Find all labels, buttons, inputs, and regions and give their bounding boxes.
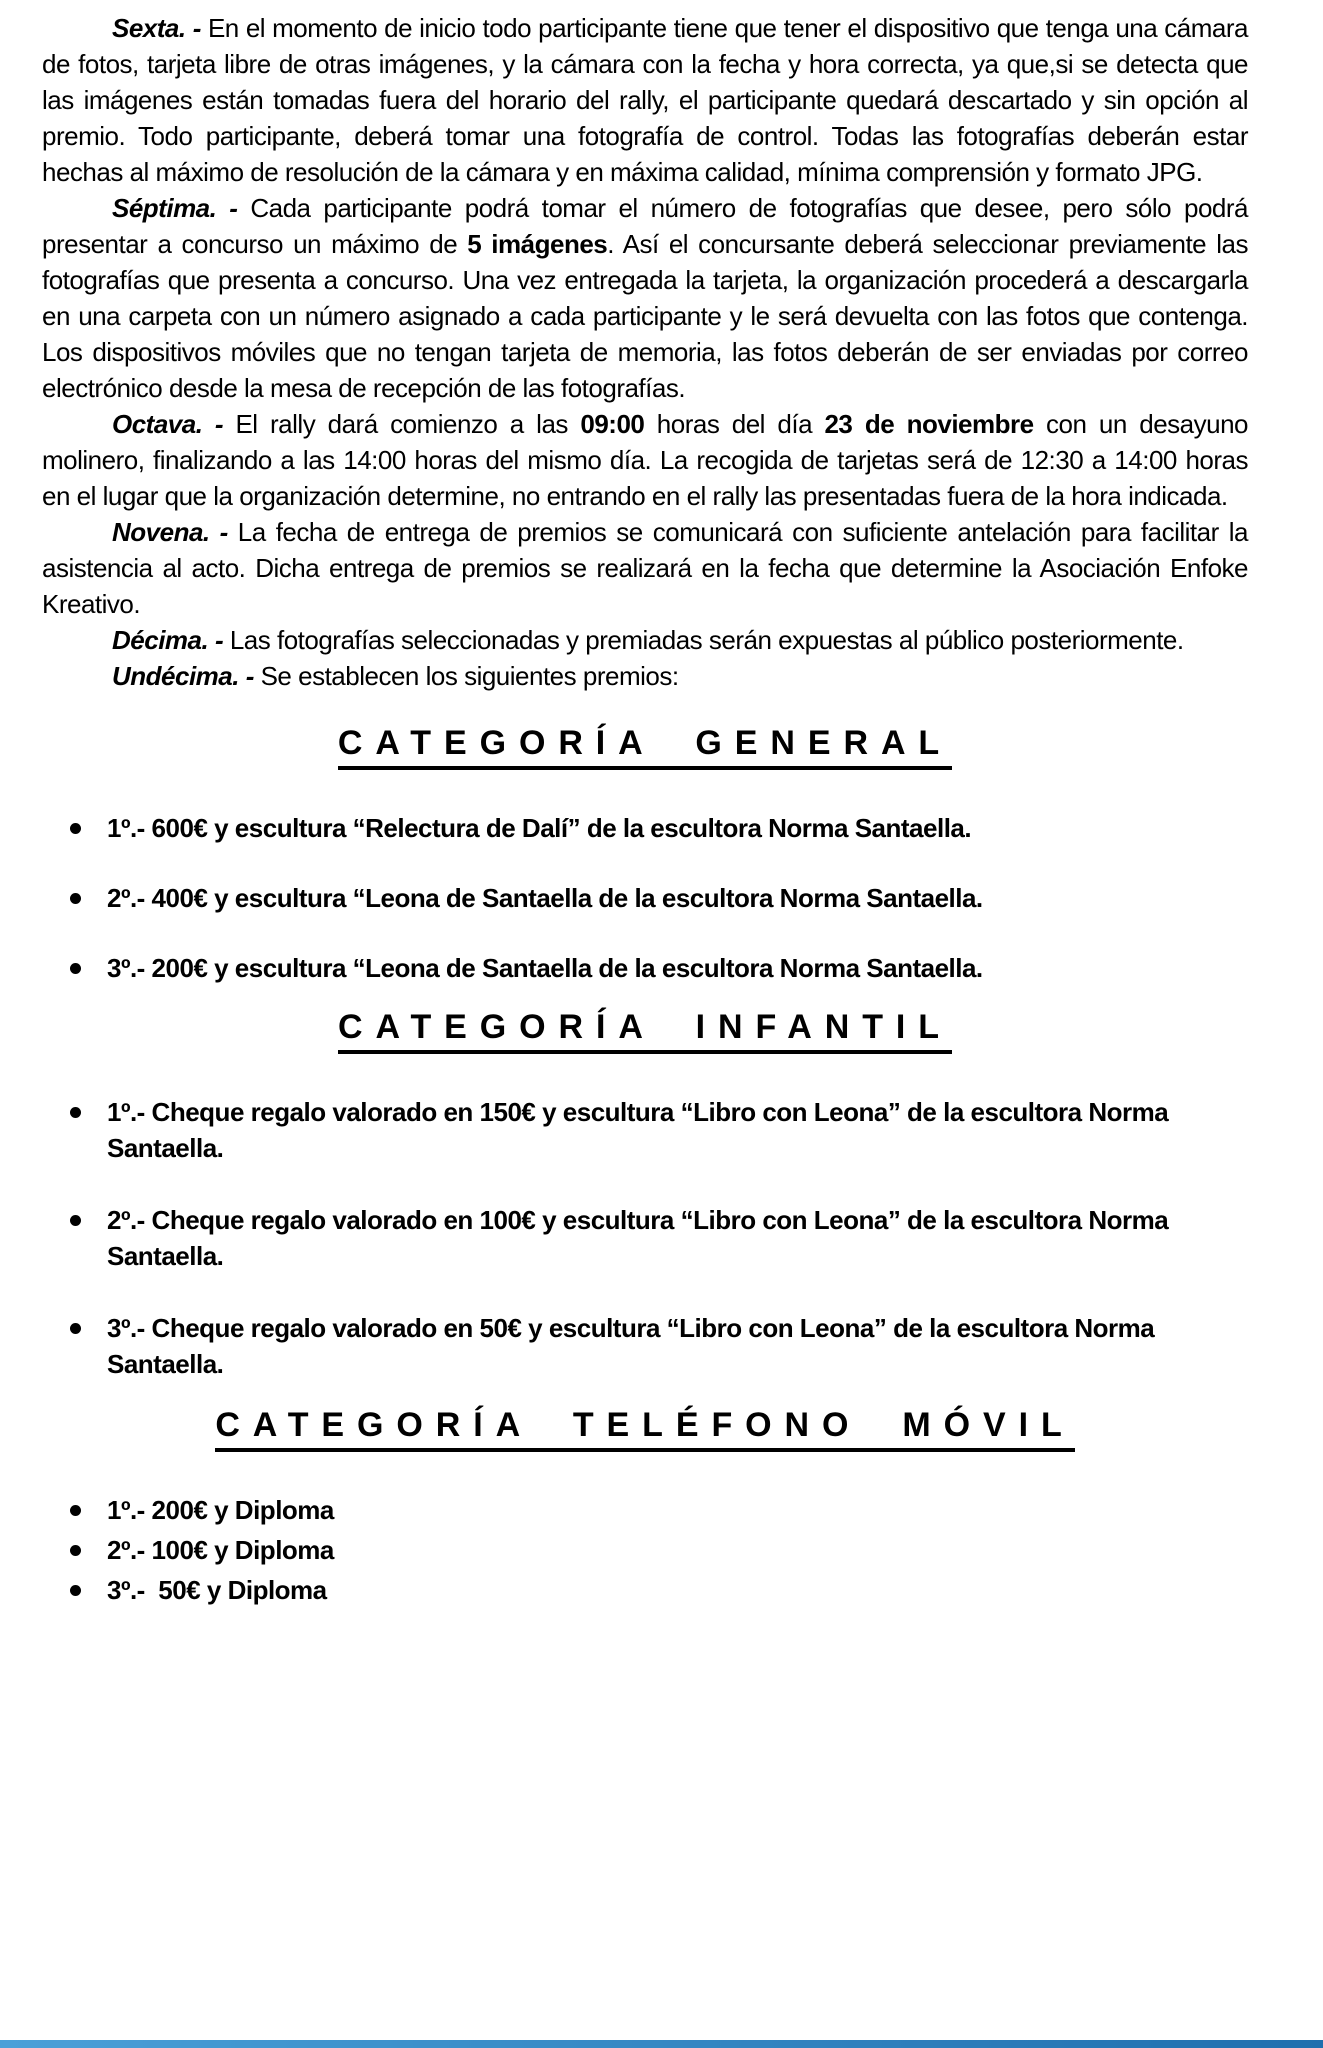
bullet-icon — [70, 963, 81, 974]
category-title-telefono-movil — [42, 1406, 1248, 1452]
bullet-icon — [70, 1545, 81, 1556]
category-title-infantil-text: CATEGORÍA INFANTIL — [338, 1008, 952, 1054]
prize-item-text: 1º.- Cheque regalo valorado en 150€ y escultura “Libro con Leona” de la escultora Norma Santaella. — [107, 1097, 1175, 1163]
category-title-infantil — [42, 1008, 1248, 1054]
prize-item-infantil-1 — [70, 1094, 1248, 1166]
prize-item-text: 2º.- 400€ y escultura “Leona de Santaella de la escultora Norma Santaella. — [107, 883, 983, 913]
prize-item-infantil-2 — [70, 1202, 1248, 1274]
prize-item-infantil-3 — [70, 1310, 1248, 1382]
bullet-icon — [70, 1323, 81, 1334]
section-categoria-infantil — [42, 1008, 1248, 1382]
prize-item-text: 3º.- Cheque regalo valorado en 50€ y escultura “Libro con Leona” de la escultora Norma Santaella. — [107, 1313, 1161, 1379]
prize-item-movil-2 — [70, 1532, 1248, 1568]
prize-list-telefono-movil — [42, 1492, 1248, 1608]
category-title-telefono-movil-text: CATEGORÍA TELÉFONO MÓVIL — [215, 1406, 1074, 1452]
prize-item-general-3 — [70, 950, 1248, 986]
prize-item-movil-3 — [70, 1572, 1248, 1608]
section-categoria-telefono-movil — [42, 1406, 1248, 1608]
category-title-general-text: CATEGORÍA GENERAL — [338, 724, 952, 770]
prize-item-general-2 — [70, 880, 1248, 916]
bullet-icon — [70, 823, 81, 834]
prize-item-text: 2º.- Cheque regalo valorado en 100€ y escultura “Libro con Leona” de la escultora Norma Santaella. — [107, 1205, 1175, 1271]
clause-sexta: Sexta. - En el momento de inicio todo participante tiene que tener el dispositivo que tenga una cámara de fotos, tarjeta libre de otras imágenes, y la cámara con la fecha y hora correcta, ya que,si se detecta que las imágenes están tomadas fuera del horario del rally, el participante quedará descartado y sin opción al premio. Todo participante, deberá tomar una fotografía de control. Todas las fotografías deberán estar hechas al máximo de resolución de la cámara y en máxima calidad, mínima comprensión y formato JPG. — [42, 13, 1248, 187]
bottom-edge-bar — [0, 2040, 1323, 2048]
prize-item-text: 3º.- 200€ y escultura “Leona de Santaella de la escultora Norma Santaella. — [107, 953, 983, 983]
prize-item-movil-1 — [70, 1492, 1248, 1528]
category-title-general — [42, 724, 1248, 770]
prize-item-text: 1º.- 600€ y escultura “Relectura de Dalí” de la escultora Norma Santaella. — [107, 813, 972, 843]
bullet-icon — [70, 1585, 81, 1596]
section-categoria-general — [42, 724, 1248, 986]
prize-list-infantil — [42, 1094, 1248, 1382]
clause-decima: Décima. - Las fotografías seleccionadas y premiadas serán expuestas al público posteriormente. — [112, 625, 1184, 655]
clause-novena: Novena. - La fecha de entrega de premios se comunicará con suficiente antelación para facilitar la asistencia al acto. Dicha entrega de premios se realizará en la fecha que determine la Asociación Enfoke Kreativo. — [42, 517, 1249, 619]
clause-octava: Octava. - El rally dará comienzo a las 09:00 horas del día 23 de noviembre con un desayuno molinero, finalizando a las 14:00 horas del mismo día. La recogida de tarjetas será de 12:30 a 14:00 horas en el lugar que la organización determine, no entrando en el rally las presentadas fuera de la hora indicada. — [42, 409, 1248, 511]
bullet-icon — [70, 1505, 81, 1516]
clause-undecima: Undécima. - Se establecen los siguientes premios: — [112, 661, 679, 691]
prize-item-text: 2º.- 100€ y Diploma — [107, 1535, 334, 1565]
prize-list-general — [42, 810, 1248, 986]
prize-item-text: 1º.- 200€ y Diploma — [107, 1495, 334, 1525]
prize-item-general-1 — [70, 810, 1248, 846]
bullet-icon — [70, 893, 81, 904]
bullet-icon — [70, 1107, 81, 1118]
clause-septima: Séptima. - Cada participante podrá tomar el número de fotografías que desee, pero sólo podrá presentar a concurso un máximo de 5 imágenes. Así el concursante deberá seleccionar previamente las fotografías que presenta a concurso. Una vez entregada la tarjeta, la organización procederá a descargarla en una carpeta con un número asignado a cada participante y le será devuelta con las fotos que contenga. Los dispositivos móviles que no tengan tarjeta de memoria, las fotos deberán de ser enviadas por correo electrónico desde la mesa de recepción de las fotografías. — [42, 193, 1248, 403]
prize-item-text: 3º.- 50€ y Diploma — [107, 1575, 327, 1605]
bullet-icon — [70, 1215, 81, 1226]
